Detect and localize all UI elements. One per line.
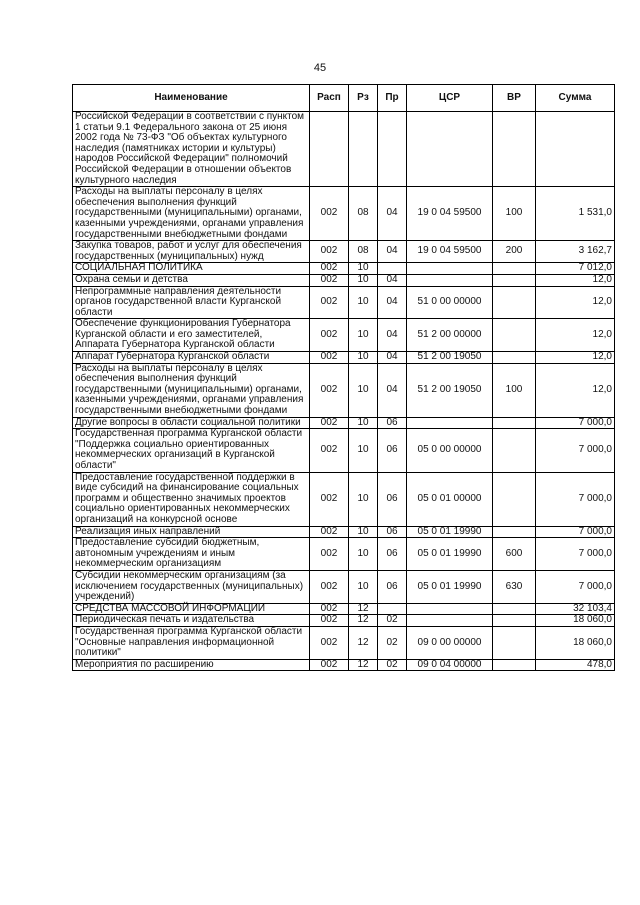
table-row — [73, 241, 615, 263]
cell-csr — [407, 274, 493, 286]
cell-rasp: 002 — [310, 263, 349, 275]
table-row — [73, 363, 615, 417]
cell-name: Расходы на выплаты персоналу в целях обеспечения выполнения функций государственными (муниципальными) органами, казенными учреждениями, органами управления государственными внебюджетными фондами — [73, 187, 310, 241]
cell-rz: 10 — [349, 417, 378, 429]
table-row — [73, 274, 615, 286]
cell-pr: 02 — [378, 626, 407, 659]
cell-sum: 7 000,0 — [536, 429, 615, 472]
cell-rz: 12 — [349, 615, 378, 627]
cell-csr: 09 0 04 00000 — [407, 659, 493, 671]
cell-name: Государственная программа Курганской области "Основные направления информационной политики" — [73, 626, 310, 659]
cell-pr: 04 — [378, 187, 407, 241]
cell-pr: 04 — [378, 274, 407, 286]
cell-rasp: 002 — [310, 241, 349, 263]
cell-rz: 08 — [349, 241, 378, 263]
table-row — [73, 538, 615, 571]
cell-vr — [493, 263, 536, 275]
cell-pr: 04 — [378, 352, 407, 364]
cell-vr — [493, 112, 536, 187]
cell-csr: 51 2 00 00000 — [407, 319, 493, 352]
cell-pr — [378, 112, 407, 187]
cell-pr: 04 — [378, 319, 407, 352]
header-rasp: Расп — [310, 85, 349, 112]
cell-sum: 18 060,0 — [536, 615, 615, 627]
cell-sum: 7 000,0 — [536, 526, 615, 538]
cell-pr: 04 — [378, 286, 407, 319]
cell-name: Предоставление государственной поддержки в виде субсидий на финансирование социальных программ и общественно значимых проектов социально ориентированных некоммерческих организаций на конкурсной основе — [73, 472, 310, 526]
cell-csr: 09 0 00 00000 — [407, 626, 493, 659]
cell-pr: 04 — [378, 363, 407, 417]
cell-rasp: 002 — [310, 626, 349, 659]
cell-vr: 630 — [493, 570, 536, 603]
cell-pr: 06 — [378, 570, 407, 603]
cell-name: Реализация иных направлений — [73, 526, 310, 538]
table-row — [73, 429, 615, 472]
cell-rz: 10 — [349, 538, 378, 571]
cell-rasp: 002 — [310, 417, 349, 429]
page-number: 45 — [313, 62, 327, 74]
cell-vr: 200 — [493, 241, 536, 263]
cell-sum: 12,0 — [536, 274, 615, 286]
cell-rz: 10 — [349, 363, 378, 417]
cell-sum: 12,0 — [536, 363, 615, 417]
cell-name: Российской Федерации в соответствии с пунктом 1 статьи 9.1 Федерального закона от 25 июня 2002 года № 73-ФЗ "Об объектах культурного наследия (памятниках истории и культуры) народов Российской Федерации" полномочий Российской Федерации в отношении объектов культурного наследия — [73, 112, 310, 187]
cell-vr — [493, 526, 536, 538]
table-row — [73, 263, 615, 275]
cell-rz: 12 — [349, 659, 378, 671]
cell-name: СОЦИАЛЬНАЯ ПОЛИТИКА — [73, 263, 310, 275]
header-pr: Пр — [378, 85, 407, 112]
cell-name: Периодическая печать и издательства — [73, 615, 310, 627]
cell-rasp: 002 — [310, 187, 349, 241]
cell-rasp: 002 — [310, 363, 349, 417]
cell-pr: 06 — [378, 472, 407, 526]
cell-rz: 10 — [349, 274, 378, 286]
table-row — [73, 417, 615, 429]
cell-rasp: 002 — [310, 570, 349, 603]
table-row — [73, 472, 615, 526]
cell-rz: 12 — [349, 603, 378, 615]
cell-csr: 19 0 04 59500 — [407, 187, 493, 241]
cell-rasp: 002 — [310, 319, 349, 352]
cell-csr: 05 0 01 19990 — [407, 570, 493, 603]
cell-sum: 7 000,0 — [536, 417, 615, 429]
cell-sum: 1 531,0 — [536, 187, 615, 241]
cell-vr — [493, 286, 536, 319]
cell-rasp: 002 — [310, 615, 349, 627]
cell-rasp: 002 — [310, 538, 349, 571]
cell-sum: 478,0 — [536, 659, 615, 671]
cell-sum: 3 162,7 — [536, 241, 615, 263]
cell-pr: 04 — [378, 241, 407, 263]
cell-rz: 10 — [349, 319, 378, 352]
cell-name: СРЕДСТВА МАССОВОЙ ИНФОРМАЦИИ — [73, 603, 310, 615]
cell-rz: 10 — [349, 352, 378, 364]
cell-csr — [407, 263, 493, 275]
cell-rasp: 002 — [310, 429, 349, 472]
table-row — [73, 626, 615, 659]
cell-csr — [407, 112, 493, 187]
cell-vr: 100 — [493, 363, 536, 417]
cell-pr — [378, 263, 407, 275]
table-row — [73, 526, 615, 538]
header-name: Наименование — [73, 85, 310, 112]
table-row — [73, 187, 615, 241]
cell-csr: 05 0 01 19990 — [407, 538, 493, 571]
cell-pr: 02 — [378, 659, 407, 671]
header-rz: Рз — [349, 85, 378, 112]
cell-rasp: 002 — [310, 286, 349, 319]
table-row — [73, 570, 615, 603]
cell-csr — [407, 417, 493, 429]
cell-sum: 18 060,0 — [536, 626, 615, 659]
table-row — [73, 319, 615, 352]
cell-csr: 19 0 04 59500 — [407, 241, 493, 263]
cell-sum: 7 012,0 — [536, 263, 615, 275]
cell-sum: 7 000,0 — [536, 538, 615, 571]
cell-rz: 10 — [349, 570, 378, 603]
header-csr: ЦСР — [407, 85, 493, 112]
cell-pr: 02 — [378, 615, 407, 627]
cell-vr — [493, 417, 536, 429]
table-row — [73, 603, 615, 615]
cell-rz — [349, 112, 378, 187]
cell-rasp: 002 — [310, 274, 349, 286]
table-row — [73, 615, 615, 627]
cell-sum: 7 000,0 — [536, 570, 615, 603]
header-vr: ВР — [493, 85, 536, 112]
cell-sum: 32 103,4 — [536, 603, 615, 615]
cell-pr: 06 — [378, 429, 407, 472]
cell-rasp: 002 — [310, 603, 349, 615]
cell-rz: 10 — [349, 472, 378, 526]
budget-table — [72, 84, 615, 671]
cell-vr — [493, 615, 536, 627]
cell-name: Закупка товаров, работ и услуг для обеспечения государственных (муниципальных) нужд — [73, 241, 310, 263]
cell-name: Мероприятия по расширению — [73, 659, 310, 671]
header-sum: Сумма — [536, 85, 615, 112]
cell-csr: 05 0 01 19990 — [407, 526, 493, 538]
cell-pr: 06 — [378, 538, 407, 571]
table-row — [73, 659, 615, 671]
cell-rz: 10 — [349, 263, 378, 275]
table-row — [73, 112, 615, 187]
cell-name: Аппарат Губернатора Курганской области — [73, 352, 310, 364]
cell-csr: 05 0 00 00000 — [407, 429, 493, 472]
cell-rz: 10 — [349, 526, 378, 538]
cell-name: Предоставление субсидий бюджетным, автономным учреждениям и иным некоммерческим организациям — [73, 538, 310, 571]
cell-pr: 06 — [378, 526, 407, 538]
cell-rz: 10 — [349, 286, 378, 319]
cell-rasp: 002 — [310, 472, 349, 526]
cell-sum: 12,0 — [536, 286, 615, 319]
cell-vr — [493, 274, 536, 286]
cell-csr — [407, 603, 493, 615]
cell-name: Государственная программа Курганской области "Поддержка социально ориентированных некоммерческих организаций в Курганской области" — [73, 429, 310, 472]
cell-rz: 08 — [349, 187, 378, 241]
cell-vr — [493, 626, 536, 659]
cell-vr: 100 — [493, 187, 536, 241]
cell-name: Обеспечение функционирования Губернатора Курганской области и его заместителей, Аппарата Губернатора Курганской области — [73, 319, 310, 352]
cell-sum: 12,0 — [536, 319, 615, 352]
cell-name: Расходы на выплаты персоналу в целях обеспечения выполнения функций государственными (муниципальными) органами, казенными учреждениями, органами управления государственными внебюджетными фондами — [73, 363, 310, 417]
cell-csr: 51 2 00 19050 — [407, 352, 493, 364]
table-row — [73, 352, 615, 364]
cell-vr — [493, 352, 536, 364]
cell-rasp: 002 — [310, 659, 349, 671]
cell-vr: 600 — [493, 538, 536, 571]
cell-csr — [407, 615, 493, 627]
cell-rz: 12 — [349, 626, 378, 659]
cell-csr: 51 2 00 19050 — [407, 363, 493, 417]
cell-csr: 51 0 00 00000 — [407, 286, 493, 319]
table-header-row — [73, 85, 615, 112]
cell-sum: 7 000,0 — [536, 472, 615, 526]
cell-vr — [493, 603, 536, 615]
cell-name: Субсидии некоммерческим организациям (за исключением государственных (муниципальных) учреждений) — [73, 570, 310, 603]
table-row — [73, 286, 615, 319]
cell-rasp: 002 — [310, 526, 349, 538]
cell-vr — [493, 319, 536, 352]
cell-vr — [493, 472, 536, 526]
cell-rz: 10 — [349, 429, 378, 472]
cell-sum — [536, 112, 615, 187]
cell-name: Другие вопросы в области социальной политики — [73, 417, 310, 429]
cell-rasp — [310, 112, 349, 187]
cell-name: Охрана семьи и детства — [73, 274, 310, 286]
cell-vr — [493, 429, 536, 472]
cell-pr — [378, 603, 407, 615]
cell-name: Непрограммные направления деятельности органов государственной власти Курганской области — [73, 286, 310, 319]
cell-rasp: 002 — [310, 352, 349, 364]
cell-vr — [493, 659, 536, 671]
cell-pr: 06 — [378, 417, 407, 429]
cell-sum: 12,0 — [536, 352, 615, 364]
cell-csr: 05 0 01 00000 — [407, 472, 493, 526]
